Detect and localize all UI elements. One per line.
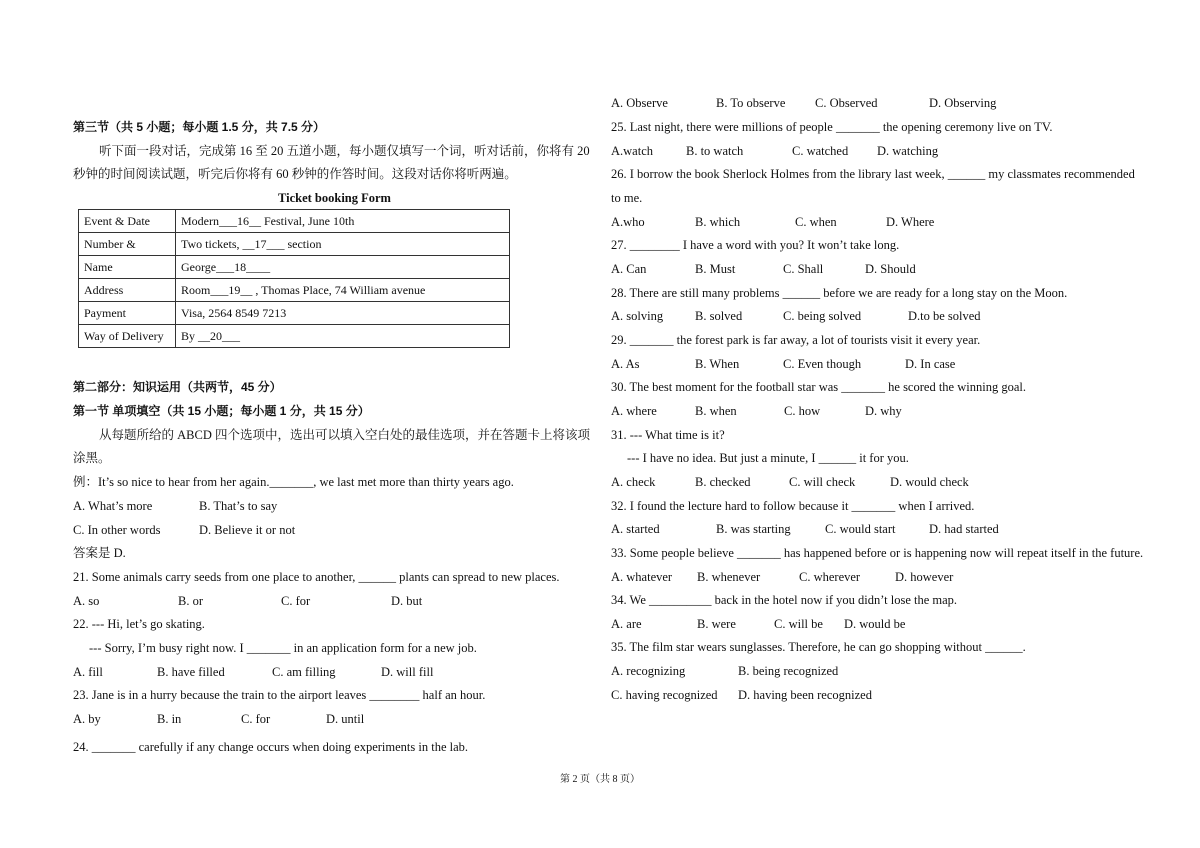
section1-instruction-line2: 涂黑。: [73, 451, 111, 465]
question-29: 29. _______ the forest park is far away, a lot of tourists visit it every year.: [611, 333, 981, 347]
form-value: George___18____: [176, 256, 510, 279]
option: C. Even though: [783, 357, 862, 371]
option: D. however: [895, 570, 954, 584]
option: D. watching: [877, 144, 939, 158]
example-answer: 答案是 D.: [73, 546, 126, 560]
option: B. being recognized: [738, 664, 839, 678]
option: A. As: [611, 357, 640, 371]
section1-instruction-line1: 从每题所给的 ABCD 四个选项中，选出可以填入空白处的最佳选项，并在答题卡上将该项: [99, 428, 590, 442]
option: B. checked: [695, 475, 751, 489]
option: D. why: [865, 404, 902, 418]
form-row: [79, 279, 510, 302]
question-23: 23. Jane is in a hurry because the train to the airport leaves ________ half an hour.: [73, 688, 486, 702]
option: D. would be: [844, 617, 906, 631]
form-label: Address: [79, 279, 176, 302]
option: D. but: [391, 594, 423, 608]
option: A. so: [73, 594, 100, 608]
question-26-cont: to me.: [611, 191, 643, 205]
option: D. will fill: [381, 665, 434, 679]
option: B. was starting: [716, 522, 791, 536]
question-34: 34. We __________ back in the hotel now if you didn’t lose the map.: [611, 593, 958, 607]
option: D.to be solved: [908, 309, 981, 323]
form-label: Way of Delivery: [79, 325, 176, 348]
question-35: 35. The film star wears sunglasses. Therefore, he can go shopping without ______.: [611, 640, 1026, 654]
option: A. Can: [611, 262, 647, 276]
question-26: 26. I borrow the book Sherlock Holmes from the library last week, ______ my classmates recommended: [611, 167, 1135, 181]
example-option: D. Believe it or not: [199, 523, 296, 537]
question-31: 31. --- What time is it?: [611, 428, 725, 442]
section3-instruction-line2: 秒钟的时间阅读试题，听完后你将有 60 秒钟的作答时间。这段对话你将听两遍。: [73, 167, 517, 181]
question-22: 22. --- Hi, let’s go skating.: [73, 617, 205, 631]
option: C. Shall: [783, 262, 824, 276]
option: B. which: [695, 215, 741, 229]
form-value: Visa, 2564 8549 7213: [176, 302, 510, 325]
option: D. Where: [886, 215, 935, 229]
option: A. recognizing: [611, 664, 686, 678]
option: A.who: [611, 215, 645, 229]
option: C. am filling: [272, 665, 336, 679]
form-row: [79, 325, 510, 348]
option: B. when: [695, 404, 737, 418]
option: C. wherever: [799, 570, 861, 584]
section3-heading: 第三节（共 5 小题；每小题 1.5 分，共 7.5 分）: [73, 120, 326, 134]
option: B. To observe: [716, 96, 786, 110]
option: D. Should: [865, 262, 916, 276]
question-27: 27. ________ I have a word with you? It won’t take long.: [611, 238, 900, 252]
option: C. being solved: [783, 309, 862, 323]
option: B. Must: [695, 262, 736, 276]
ticket-booking-form: [78, 209, 510, 348]
example-option: A. What’s more: [73, 499, 153, 513]
option: C. how: [784, 404, 821, 418]
option: A. started: [611, 522, 660, 536]
option: A.watch: [611, 144, 653, 158]
question-30: 30. The best moment for the football star was _______ he scored the winning goal.: [611, 380, 1026, 394]
option: C. will check: [789, 475, 856, 489]
option: C. will be: [774, 617, 823, 631]
option: B. solved: [695, 309, 743, 323]
option: D. would check: [890, 475, 969, 489]
form-value: Room___19__ , Thomas Place, 74 William avenue: [176, 279, 510, 302]
option: D. had started: [929, 522, 999, 536]
option: B. were: [697, 617, 736, 631]
form-label: Name: [79, 256, 176, 279]
option: B. whenever: [697, 570, 761, 584]
option: C. watched: [792, 144, 849, 158]
option: D. having been recognized: [738, 688, 872, 702]
option: B. have filled: [157, 665, 225, 679]
option: D. In case: [905, 357, 956, 371]
form-value: By __20___: [176, 325, 510, 348]
question-32: 32. I found the lecture hard to follow because it _______ when I arrived.: [611, 499, 975, 513]
option: B. or: [178, 594, 203, 608]
option: C. for: [281, 594, 311, 608]
form-row: [79, 233, 510, 256]
option: A. Observe: [611, 96, 668, 110]
form-row: [79, 256, 510, 279]
example-option: B. That’s to say: [199, 499, 278, 513]
option: A. whatever: [611, 570, 673, 584]
question-24: 24. _______ carefully if any change occurs when doing experiments in the lab.: [73, 740, 469, 754]
option: A. solving: [611, 309, 664, 323]
option: D. until: [326, 712, 365, 726]
form-value: Two tickets, __17___ section: [176, 233, 510, 256]
option: C. Observed: [815, 96, 878, 110]
option: C. having recognized: [611, 688, 718, 702]
option: B. When: [695, 357, 740, 371]
question-21: 21. Some animals carry seeds from one place to another, ______ plants can spread to new places.: [73, 570, 560, 584]
example-question: 例：It’s so nice to hear from her again._______, we last met more than thirty years ago.: [73, 475, 514, 489]
form-value: Modern___16__ Festival, June 10th: [176, 210, 510, 233]
form-label: Number &: [79, 233, 176, 256]
question-31-reply: --- I have no idea. But just a minute, I ______ it for you.: [627, 451, 909, 465]
section1-heading: 第一节 单项填空（共 15 小题；每小题 1 分，共 15 分）: [73, 404, 370, 418]
option: C. would start: [825, 522, 896, 536]
option: B. in: [157, 712, 182, 726]
section3-instruction-line1: 听下面一段对话，完成第 16 至 20 五道小题，每小题仅填写一个词，听对话前，你将有 20: [99, 144, 590, 158]
option: A. are: [611, 617, 642, 631]
form-label: Event & Date: [79, 210, 176, 233]
form-title: Ticket booking Form: [278, 191, 391, 205]
question-28: 28. There are still many problems ______ before we are ready for a long stay on the Moon.: [611, 286, 1068, 300]
option: B. to watch: [686, 144, 744, 158]
option: C. for: [241, 712, 271, 726]
option: A. where: [611, 404, 657, 418]
question-22-reply: --- Sorry, I’m busy right now. I _______ in an application form for a new job.: [89, 641, 477, 655]
example-option: C. In other words: [73, 523, 161, 537]
option: A. check: [611, 475, 656, 489]
option: C. when: [795, 215, 837, 229]
form-row: [79, 210, 510, 233]
question-33: 33. Some people believe _______ has happened before or is happening now will repeat itself in the future.: [611, 546, 1144, 560]
form-row: [79, 302, 510, 325]
page-number: 第 2 页（共 8 页）: [560, 774, 640, 785]
option: A. by: [73, 712, 101, 726]
part2-heading: 第二部分：知识运用（共两节，45 分）: [73, 380, 282, 394]
option: D. Observing: [929, 96, 997, 110]
form-label: Payment: [79, 302, 176, 325]
question-25: 25. Last night, there were millions of people _______ the opening ceremony live on TV.: [611, 120, 1053, 134]
option: A. fill: [73, 665, 103, 679]
